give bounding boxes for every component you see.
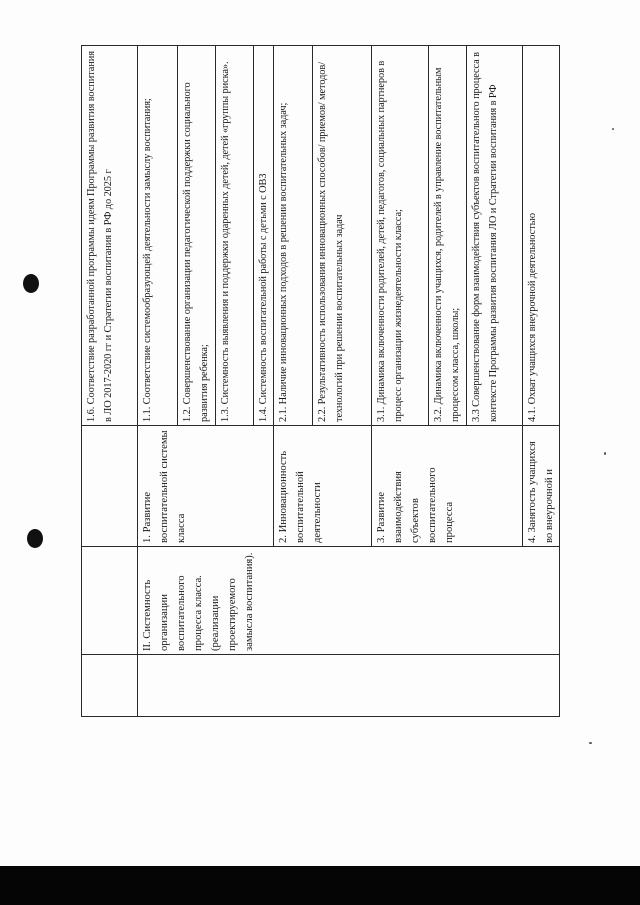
scan-speck — [589, 742, 592, 744]
criterion-cell: 1. Развитие воспитательной системы класса — [138, 426, 274, 547]
section-title-cell: II. Системность организации воспитательного процесса класса. (реализации проектируемого замысла воспитания). — [138, 547, 560, 655]
indicator-cell: 1.2. Совершенствование организации педагогической поддержки социального развития ребенка; — [178, 46, 216, 426]
indicator-cell: 1.6. Соответствие разработанной программы идеям Программы развития воспитания в ЛО 2017-2020 гг и Стратегии воспитания в РФ до 2025 г — [82, 46, 138, 426]
table-row — [82, 46, 138, 717]
indicator-cell: 3.1. Динамика включенности родителей, детей, педагогов, социальных партнеров в процесс организации жизнедеятельности класса; — [372, 46, 429, 426]
punch-hole — [23, 274, 39, 293]
indicator-cell: 2.2. Результативность использования инновационных способов/ приемов/ методов/ технологий при решении воспитательных задач — [313, 46, 372, 426]
blank-cell — [82, 547, 138, 655]
blank-cell — [82, 655, 138, 717]
indicator-cell: 1.4. Системность воспитательной работы с детьми с ОВЗ — [254, 46, 274, 426]
criterion-cell — [82, 426, 138, 547]
criterion-cell: 3. Развитие взаимодействия субъектов воспитательного процесса — [372, 426, 523, 547]
indicator-cell: 3.2. Динамика включенности учащихся, родителей в управление воспитательным процессом класса, школы; — [429, 46, 467, 426]
criterion-cell: 2. Инновационность воспитательной деятельности — [274, 426, 372, 547]
punch-hole — [27, 529, 43, 548]
scanner-edge — [0, 866, 640, 905]
criterion-cell: 4. Занятость учащихся во внеурочной и — [523, 426, 560, 547]
blank-cell — [138, 655, 560, 717]
indicator-cell: 2.1. Наличие инновационных подходов в решении воспитательных задач; — [274, 46, 313, 426]
indicator-cell: 4.1. Охват учащихся внеурочной деятельностью — [523, 46, 560, 426]
indicator-cell: 1.3. Системность выявления и поддержки одаренных детей, детей «группы риска». — [216, 46, 254, 426]
scan-speck — [612, 128, 614, 130]
indicator-cell: 1.1. Соответствие системообразующей деятельности замыслу воспитания; — [138, 46, 178, 426]
table-row — [138, 46, 178, 717]
indicator-cell: 3.3 Совершенствование форм взаимодействия субъектов воспитательного процесса в контексте Программы развития воспитания ЛО и Стратегии воспитания в РФ — [467, 46, 523, 426]
scan-speck — [604, 452, 606, 455]
criteria-table — [81, 45, 560, 717]
criteria-table-rotated — [81, 45, 555, 717]
